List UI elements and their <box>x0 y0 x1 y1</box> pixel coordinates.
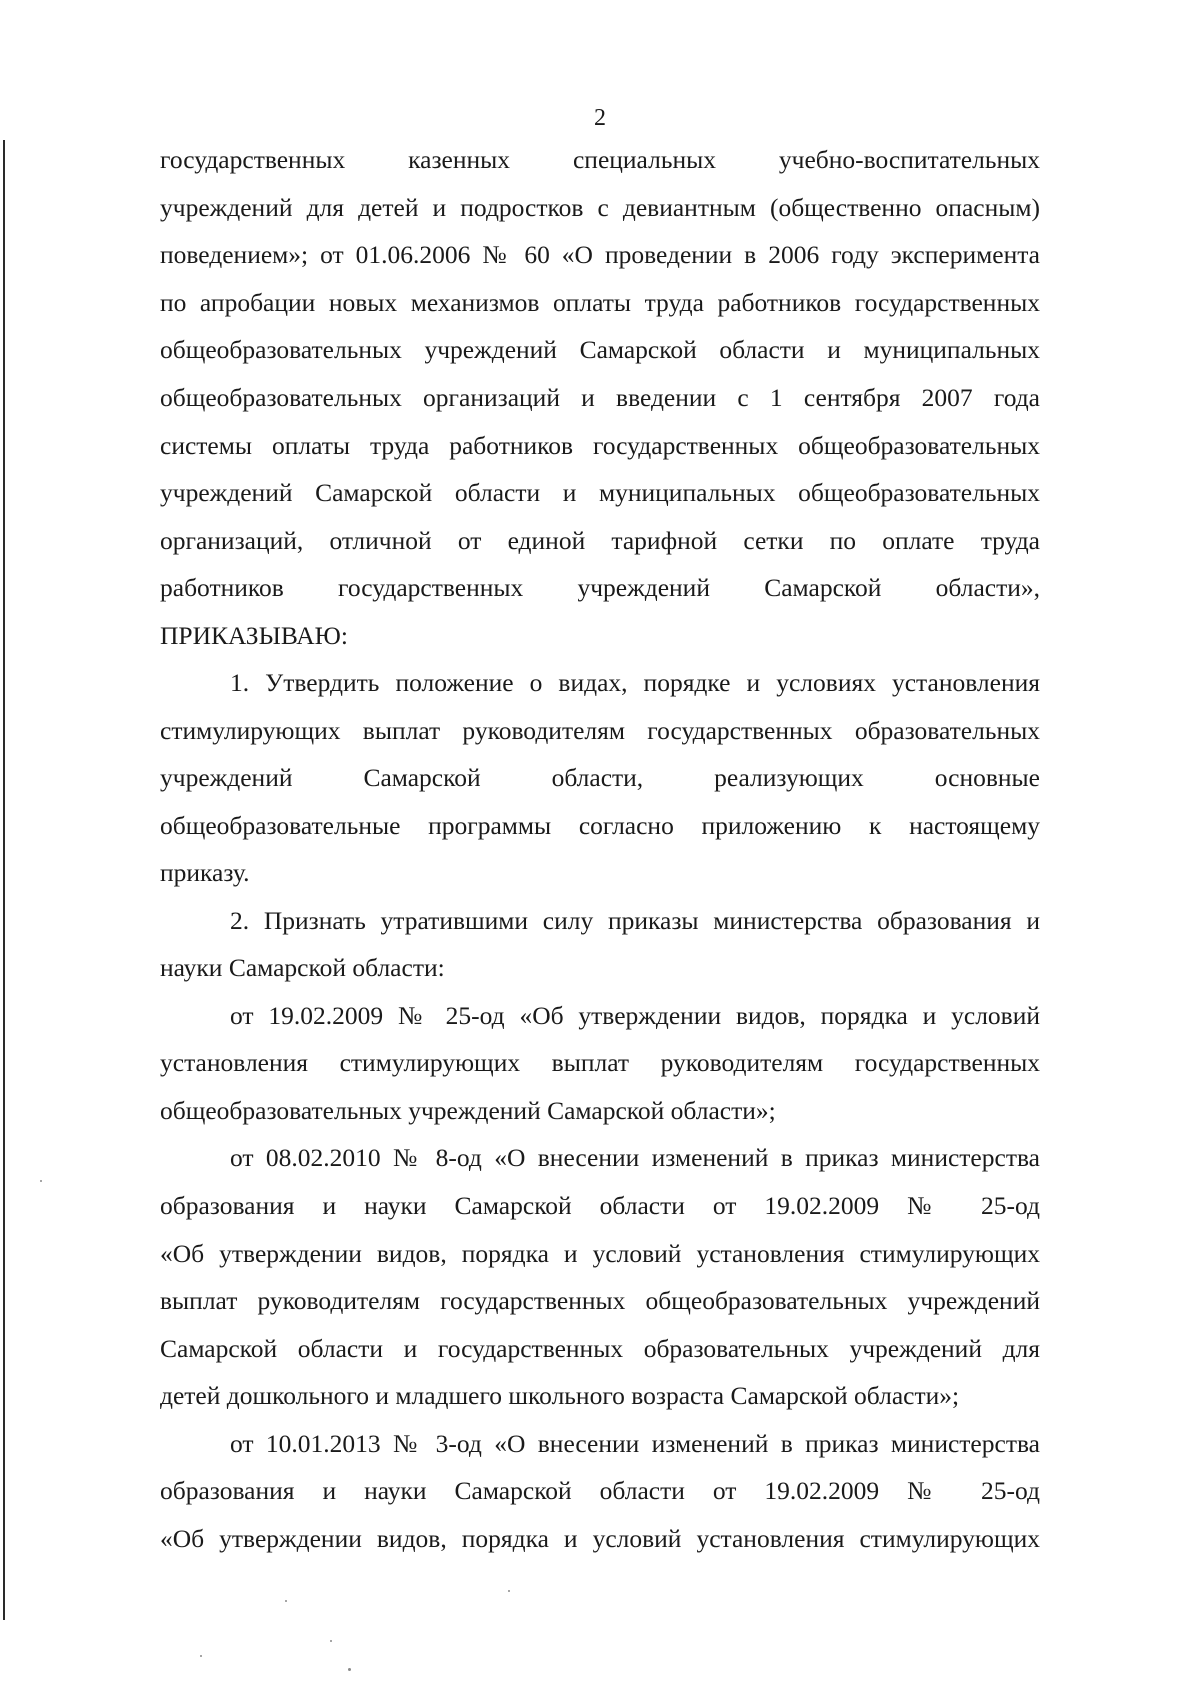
text-line: учреждений для детей и подростков с девиантным (общественно опасным) <box>160 193 1040 222</box>
text-line: поведением»; от 01.06.2006 № 60 «О проведении в 2006 году эксперимента <box>160 240 1040 269</box>
text-line: «Об утверждении видов, порядка и условий установления стимулирующих <box>160 1239 1040 1268</box>
text-line: общеобразовательных учреждений Самарской области и муниципальных <box>160 335 1040 364</box>
scan-speck <box>508 1590 510 1592</box>
text-line: работников государственных учреждений Самарской области», <box>160 573 1040 602</box>
text-line: «Об утверждении видов, порядка и условий установления стимулирующих <box>160 1524 1040 1553</box>
text-line: общеобразовательных организаций и введении с 1 сентября 2007 года <box>160 383 1040 412</box>
text-line: приказу. <box>160 858 250 887</box>
text-line: по апробации новых механизмов оплаты труда работников государственных <box>160 288 1040 317</box>
text-line: 2. Признать утратившими силу приказы министерства образования и <box>230 906 1040 935</box>
text-line: от 19.02.2009 № 25-од «Об утверждении видов, порядка и условий <box>230 1001 1040 1030</box>
text-line: установления стимулирующих выплат руководителям государственных <box>160 1048 1040 1077</box>
scan-speck <box>285 1600 287 1602</box>
text-line: учреждений Самарской области и муниципальных общеобразовательных <box>160 478 1040 507</box>
scan-speck <box>40 1180 42 1182</box>
scan-speck <box>200 1655 202 1657</box>
text-line: от 10.01.2013 № 3-од «О внесении изменений в приказ министерства <box>230 1429 1040 1458</box>
text-line: государственных казенных специальных учебно-воспитательных <box>160 145 1040 174</box>
text-line: учреждений Самарской области, реализующих основные <box>160 763 1040 792</box>
text-line: общеобразовательные программы согласно приложению к настоящему <box>160 811 1040 840</box>
scan-edge-line <box>3 140 5 1620</box>
text-line: от 08.02.2010 № 8-од «О внесении изменений в приказ министерства <box>230 1143 1040 1172</box>
text-line: науки Самарской области: <box>160 953 445 982</box>
text-line: образования и науки Самарской области от 19.02.2009 № 25-од <box>160 1476 1040 1505</box>
text-line: Самарской области и государственных образовательных учреждений для <box>160 1334 1040 1363</box>
text-line: организаций, отличной от единой тарифной сетки по оплате труда <box>160 526 1040 555</box>
text-line: 1. Утвердить положение о видах, порядке и условиях установления <box>230 668 1040 697</box>
text-line: выплат руководителям государственных общеобразовательных учреждений <box>160 1286 1040 1315</box>
text-line: стимулирующих выплат руководителям государственных образовательных <box>160 716 1040 745</box>
text-line: образования и науки Самарской области от 19.02.2009 № 25-од <box>160 1191 1040 1220</box>
scan-speck <box>348 1668 351 1671</box>
order-keyword: ПРИКАЗЫВАЮ: <box>160 621 348 650</box>
text-line: системы оплаты труда работников государственных общеобразовательных <box>160 431 1040 460</box>
text-line: общеобразовательных учреждений Самарской области»; <box>160 1096 776 1125</box>
scan-speck <box>330 1640 332 1642</box>
page-number: 2 <box>594 105 606 131</box>
text-line: детей дошкольного и младшего школьного возраста Самарской области»; <box>160 1381 960 1410</box>
